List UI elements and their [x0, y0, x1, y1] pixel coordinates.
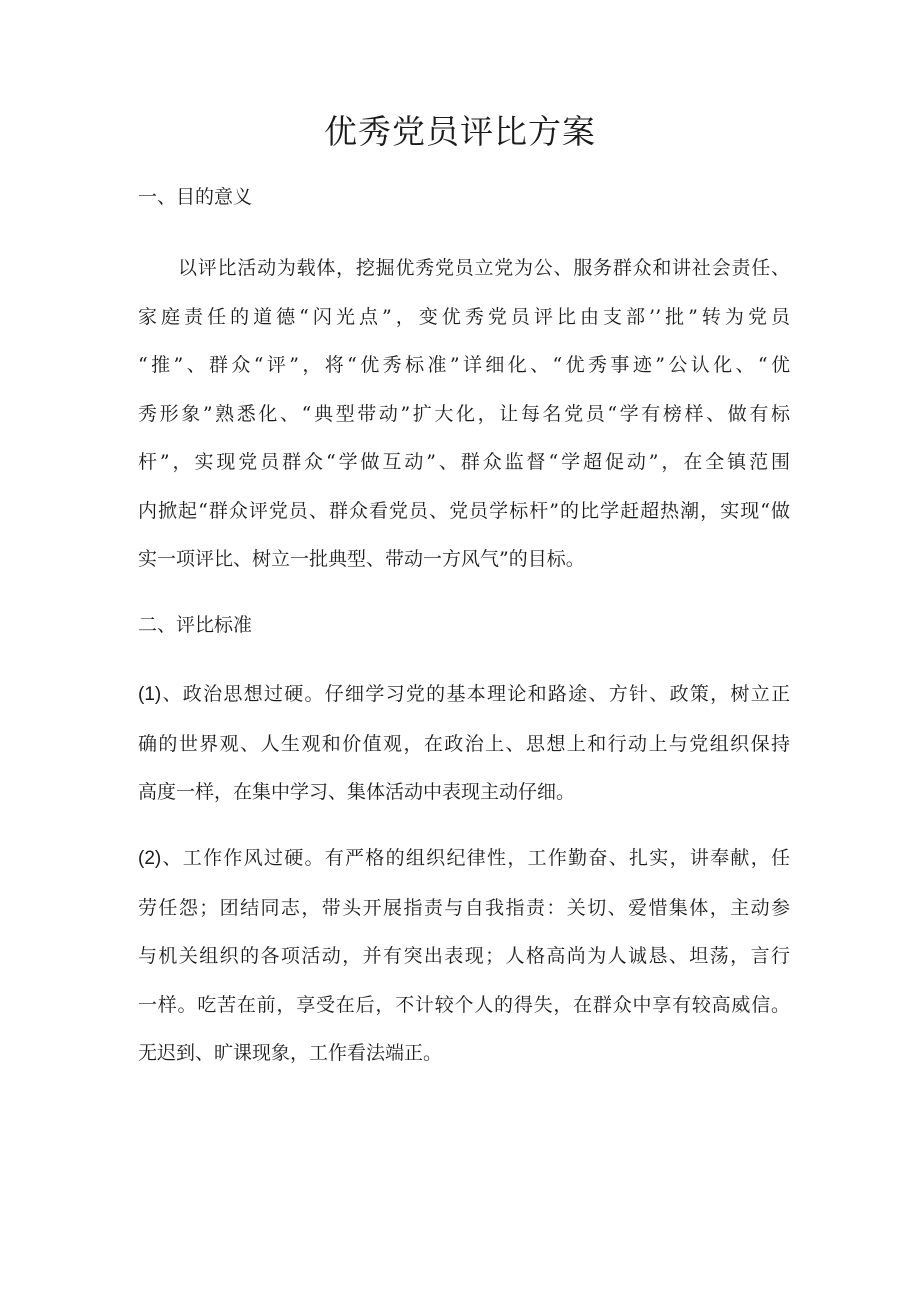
paragraph-line: 秀形象”熟悉化、“典型带动”扩大化，让每名党员“学有榜样、做有标	[138, 402, 790, 425]
paragraph-line: 与机关组织的各项活动，并有突出表现；人格高尚为人诚恳、坦荡，言行	[138, 945, 790, 967]
item-number: (1)	[138, 684, 162, 705]
paragraph-line: 无迟到、旷课现象，工作看法端正。	[138, 1042, 443, 1064]
paragraph-line: 内掀起“群众评党员、群众看党员、党员学标杆”的比学赶超热潮，实现“做	[138, 499, 790, 522]
paragraph-line: 家庭责任的道德“闪光点”，变优秀党员评比由支部’’批”转为党员	[138, 305, 790, 328]
paragraph-purpose	[138, 244, 790, 584]
item-text: 、工作作风过硬。有严格的组织纪律性，工作勤奋、扎实，讲奉献，任	[161, 847, 790, 869]
paragraph-line	[138, 834, 790, 884]
paragraph-line: 高度一样，在集中学习、集体活动中表现主动仔细。	[138, 781, 576, 803]
paragraph-criterion-2	[138, 834, 790, 1078]
item-text: 、政治思想过硬。仔细学习党的基本理论和路途、方针、政策，树立正	[161, 683, 790, 705]
section-heading-purpose: 一、目的意义	[138, 186, 253, 208]
paragraph-line: 杆”，实现党员群众“学做互动”、群众监督“学超促动”，在全镇范围	[138, 451, 790, 473]
section-heading-criteria: 二、评比标准	[138, 614, 253, 636]
paragraph-line	[138, 670, 790, 720]
paragraph-line: “推”、群众“评”，将“优秀标准”详细化、“优秀事迹”公认化、“优	[138, 354, 790, 376]
paragraph-line: 确的世界观、人生观和价值观，在政治上、思想上和行动上与党组织保持	[138, 732, 790, 755]
paragraph-line: 劳任怨；团结同志，带头开展指责与自我指责：关切、爱惜集体，主动参	[138, 896, 790, 919]
document-title: 优秀党员评比方案	[324, 112, 596, 151]
paragraph-line: 以评比活动为载体，挖掘优秀党员立党为公、服务群众和讲社会责任、	[178, 257, 790, 279]
item-number: (2)	[138, 848, 162, 869]
paragraph-criterion-1	[138, 670, 790, 817]
paragraph-line: 一样。吃苦在前，享受在后，不计较个人的得失，在群众中享有较高威信。	[138, 993, 790, 1016]
paragraph-line: 实一项评比、树立一批典型、带动一方风气”的目标。	[138, 548, 585, 570]
